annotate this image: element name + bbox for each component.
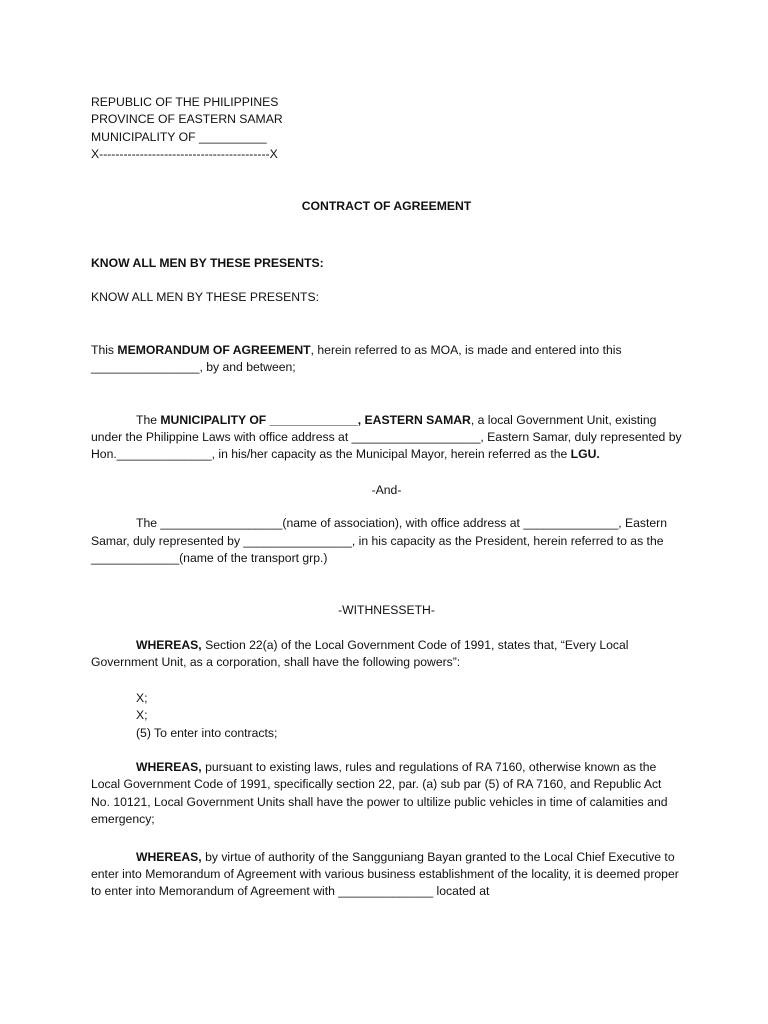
document-title: CONTRACT OF AGREEMENT (301, 198, 472, 213)
letterhead-municipality: MUNICIPALITY OF __________ (91, 129, 267, 144)
whereas-3-bold: WHEREAS, (136, 849, 202, 864)
association-paragraph: The __________________(name of association), with office address at ______________, Eastern Samar, duly represented by ________________, in his capacity as the President, herein referred to as the _____________(name of the transport grp.) (91, 516, 667, 566)
know-all-men-heading: KNOW ALL MEN BY THESE PRESENTS: (91, 256, 324, 271)
moa-post: , herein referred to as MOA, is made and entered into this ________________, by and between; (91, 342, 622, 375)
know-all-men-line: KNOW ALL MEN BY THESE PRESENTS: (91, 290, 320, 305)
list-item: X; (136, 690, 148, 705)
moa-bold: MEMORANDUM OF AGREEMENT (117, 342, 311, 357)
moa-paragraph (91, 342, 682, 377)
whereas-1-text: Section 22(a) of the Local Government Code of 1991, states that, “Every Local Government Unit, as a corporation, shall have the following powers”: (91, 637, 629, 670)
whereas-2-bold: WHEREAS, (136, 759, 202, 774)
letterhead (91, 94, 682, 164)
whereas-paragraph-3 (91, 849, 682, 901)
letterhead-separator: X------------------------------------------X (91, 147, 278, 162)
letterhead-province: PROVINCE OF EASTERN SAMAR (91, 112, 283, 127)
whereas-paragraph-1 (91, 637, 682, 672)
lgu-mid: , a local Government Unit, existing under the Philippine Laws with office address at ___________________, Eastern Samar, duly represented by Hon.______________, in his/her capacity as the Municipal Mayor, herein referred as the (91, 412, 682, 462)
powers-list (91, 690, 682, 742)
letterhead-country: REPUBLIC OF THE PHILIPPINES (91, 95, 279, 109)
whereas-paragraph-2 (91, 759, 682, 829)
lgu-pre: The (136, 412, 161, 427)
list-item: (5) To enter into contracts; (136, 725, 278, 740)
whereas-3-text: by virtue of authority of the Sangguniang Bayan granted to the Local Chief Executive to enter into Memorandum of Agreement with various business establishment of the locality, it is deemed proper to enter into Memorandum of Agreement with ______________ located at (91, 849, 679, 899)
lgu-bold-lgu: LGU. (570, 447, 600, 462)
lgu-paragraph (91, 412, 682, 464)
whereas-1-bold: WHEREAS, (136, 637, 202, 652)
witnesseth-heading: -WITHNESSETH- (338, 602, 435, 617)
moa-pre: This (91, 342, 118, 357)
and-separator: -And- (371, 482, 402, 497)
list-item: X; (136, 708, 148, 723)
whereas-2-text: pursuant to existing laws, rules and regulations of RA 7160, otherwise known as the Local Government Code of 1991, specifically section 22, par. (a) sub par (5) of RA 7160, and Republic Act No. 10121, Local Government Units shall have the power to ultilize public vehicles in time of calamities and emergency; (91, 759, 668, 827)
lgu-bold-municipality: MUNICIPALITY OF _____________, EASTERN SAMAR (160, 412, 471, 427)
